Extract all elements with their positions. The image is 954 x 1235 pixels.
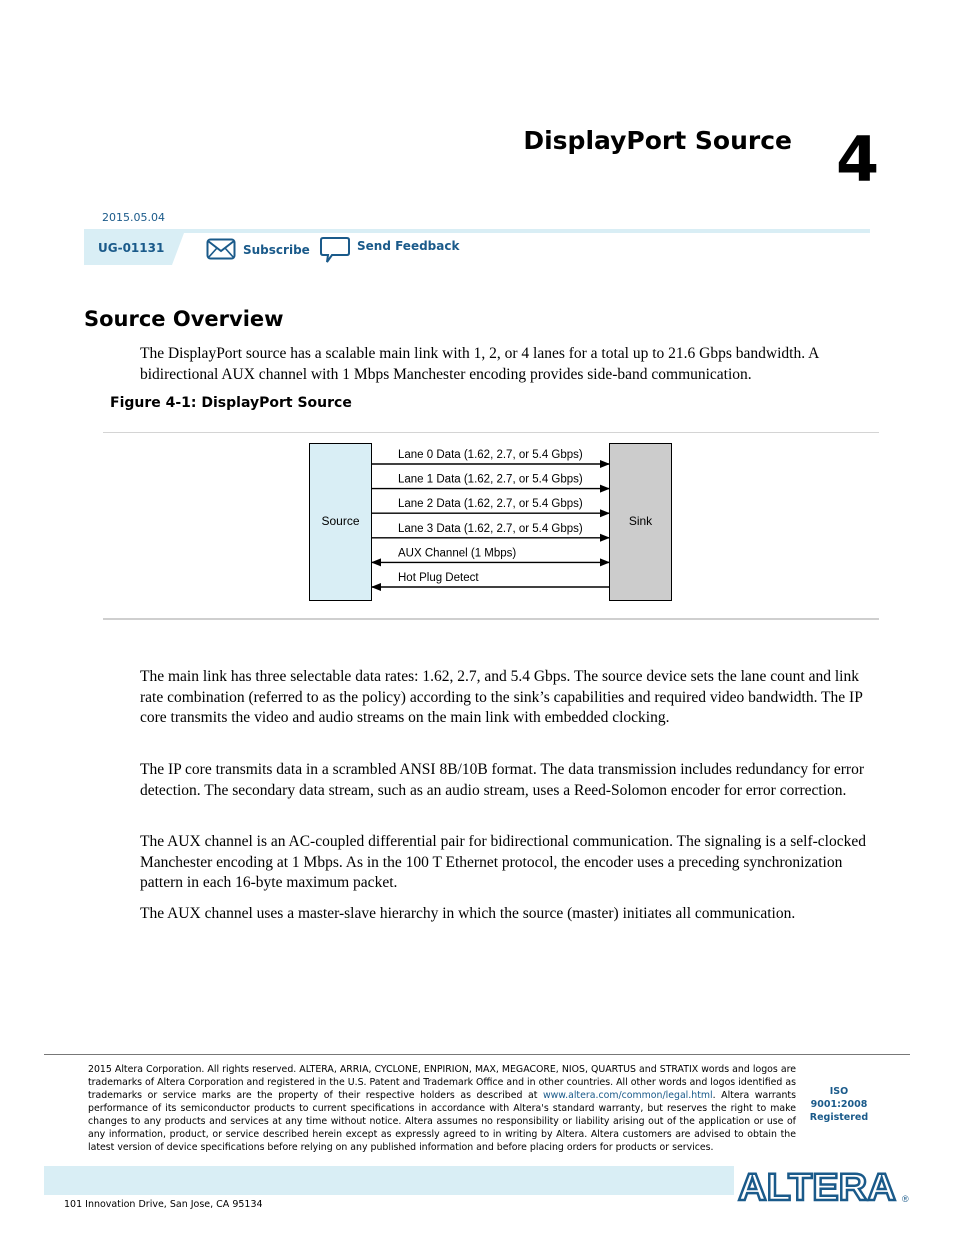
link-label: Lane 2 Data (1.62, 2.7, or 5.4 Gbps) [398, 498, 583, 511]
chapter-number: 4 [836, 123, 880, 196]
speech-bubble-icon[interactable] [320, 236, 350, 264]
registered-mark: ® [902, 1194, 909, 1204]
legal-text-start: 2015 Altera Corporation. All rights reserved. ALTERA, ARRIA, CYCLONE, ENPIRION, MAX, MEGACORE, NIOS, QUARTUS and STRATIX words and logos are trademarks of Altera Corporation and registered in the U.S. Patent and Trademark Office and in other countries. All other words and logos identified as trademarks or service marks are the property of their respective holders as described at [88, 1064, 796, 1101]
chapter-title: DisplayPort Source [523, 126, 792, 155]
body-paragraph-4: The AUX channel uses a master-slave hierarchy in which the source (master) initiates all communication. [140, 905, 796, 922]
iso-registration [800, 1085, 878, 1124]
section-title: Source Overview [84, 307, 284, 331]
source-label: Source [321, 514, 360, 528]
link-label: Lane 3 Data (1.62, 2.7, or 5.4 Gbps) [398, 522, 583, 535]
document-date: 2015.05.04 [102, 211, 165, 224]
legal-text-end: . Altera warrants performance of its semiconductor products to current specifications in accordance with Altera's standard warranty, but reserves the right to make changes to any products and services at any time without notice. Altera assumes no responsibility or liability arising out of the application or use of any information, product, or service described herein except as expressly agreed to in writing by Altera. Altera customers are advised to obtain the latest version of device specifications before relying on any published information and before placing orders for products or services. [88, 1090, 796, 1153]
sink-label: Sink [628, 514, 653, 528]
link-label: Hot Plug Detect [398, 572, 479, 584]
body-paragraph-1: The main link has three selectable data rates: 1.62, 2.7, and 5.4 Gbps. The source device sets the lane count and link rate combination (referred to as the policy) according to the sink’s capabilities and required video bandwidth. The IP core transmits the video and audio streams on the main link with embedded clocking. [140, 668, 863, 726]
send-feedback-link[interactable]: Send Feedback [357, 239, 460, 253]
header-band [84, 229, 870, 233]
footer-divider [44, 1054, 910, 1055]
body-paragraph-2: The IP core transmits data in a scrambled ANSI 8B/10B format. The data transmission includes redundancy for error detection. The secondary data stream, such as an audio stream, uses a Reed-Solomon encoder for error correction. [140, 761, 865, 799]
iso-status: Registered [809, 1112, 869, 1123]
legal-link[interactable]: www.altera.com/common/legal.html [542, 1090, 713, 1101]
link-label: Lane 1 Data (1.62, 2.7, or 5.4 Gbps) [398, 473, 583, 486]
figure-divider-top [103, 432, 879, 433]
body-paragraph-3: The AUX channel is an AC-coupled differential pair for bidirectional communication. The signaling is a self-clocked Manchester encoding at 1 Mbps. As in the 100 T Ethernet protocol, the encoder uses a preceding synchronization pattern in each 16-byte maximum packet. [140, 833, 866, 891]
intro-paragraph: The DisplayPort source has a scalable main link with 1, 2, or 4 lanes for a total up to 21.6 Gbps bandwidth. A bidirectional AUX channel with 1 Mbps Manchester encoding provides side-band communication. [140, 345, 819, 383]
legal-notice [88, 1063, 796, 1154]
envelope-icon[interactable] [206, 238, 236, 260]
link-label: AUX Channel (1 Mbps) [398, 547, 517, 560]
figure-divider-bottom [103, 618, 879, 620]
logo-text: ALTERA [738, 1167, 896, 1206]
iso-standard: 9001:2008 [810, 1099, 868, 1110]
company-address: 101 Innovation Drive, San Jose, CA 95134 [64, 1199, 263, 1210]
doc-id: UG-01131 [98, 241, 165, 255]
subscribe-link[interactable]: Subscribe [243, 243, 310, 257]
displayport-diagram [300, 438, 680, 608]
iso-line: ISO [829, 1086, 849, 1097]
link-label: Lane 0 Data (1.62, 2.7, or 5.4 Gbps) [398, 449, 583, 461]
altera-logo [734, 1162, 914, 1206]
altera-logo-mark [734, 1162, 914, 1206]
figure-caption: Figure 4-1: DisplayPort Source [110, 395, 352, 411]
